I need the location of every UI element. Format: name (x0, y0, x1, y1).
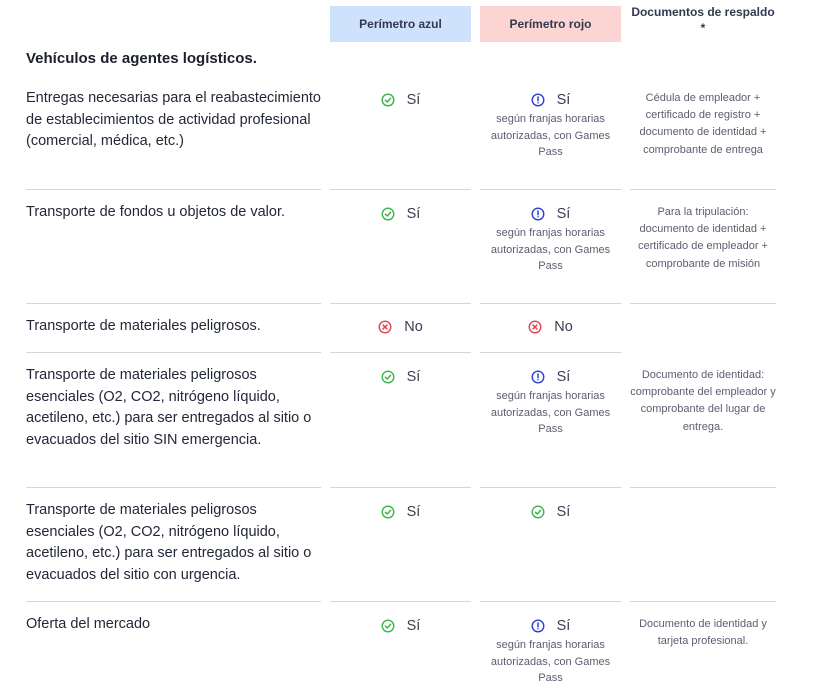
status-text: Sí (556, 618, 571, 634)
red-status (480, 616, 621, 687)
row-label: Oferta del mercado (26, 616, 151, 632)
row-label: Entregas necesarias para el reabastecimiento de establecimientos de actividad profesional (comercial, médica, etc.) (26, 90, 321, 150)
row-divider (480, 189, 621, 190)
status-text: No (554, 319, 573, 335)
row-divider (330, 352, 471, 353)
row-label: Transporte de materiales peligrosos esenciales (O2, CO2, nitrógeno líquido, acetileno, etc.) para ser entregados al sitio o evacuados del sitio SIN emergencia. (26, 367, 312, 448)
row-divider (330, 189, 471, 190)
check-circle-icon (381, 207, 401, 221)
warning-circle-icon (531, 619, 551, 633)
status-text: Sí (556, 369, 571, 385)
supporting-documents: Documento de identidad: comprobante del empleador y comprobante del lugar de entrega. (630, 369, 776, 433)
blue-status (330, 317, 471, 337)
supporting-documents: Para la tripulación: documento de identidad + certificado de empleador + comprobante de misión (638, 206, 768, 270)
status-text: Sí (556, 504, 571, 520)
row-divider (26, 487, 321, 488)
row-label: Transporte de materiales peligrosos esenciales (O2, CO2, nitrógeno líquido, acetileno, etc.) para ser entregados al sitio o evacuados del sitio con urgencia. (26, 502, 312, 583)
row-divider (630, 189, 776, 190)
row-divider (26, 601, 321, 602)
row-divider (480, 352, 621, 353)
status-text: Sí (406, 92, 421, 108)
table-row (0, 500, 837, 600)
check-circle-icon (381, 370, 401, 384)
red-status (480, 90, 621, 161)
row-divider (630, 601, 776, 602)
row-divider (330, 601, 471, 602)
status-text: Sí (406, 206, 421, 222)
blue-status (330, 616, 471, 636)
status-note: según franjas horarias autorizadas, con Games Pass (490, 113, 611, 158)
check-circle-icon (381, 93, 401, 107)
status-note: según franjas horarias autorizadas, con Games Pass (490, 639, 611, 684)
status-text: Sí (556, 206, 571, 222)
row-divider (480, 601, 621, 602)
header-blue-perimeter: Perímetro azul (330, 6, 471, 42)
blue-status (330, 502, 471, 522)
status-note: según franjas horarias autorizadas, con Games Pass (490, 390, 611, 435)
blue-status (330, 367, 471, 387)
row-divider (630, 303, 776, 304)
status-note: según franjas horarias autorizadas, con Games Pass (490, 227, 611, 272)
table-row (0, 365, 837, 487)
warning-circle-icon (531, 370, 551, 384)
table-row (0, 316, 837, 352)
status-text: Sí (406, 504, 421, 520)
red-status (480, 367, 621, 438)
row-divider (26, 189, 321, 190)
check-circle-icon (531, 505, 551, 519)
section-title: Vehículos de agentes logísticos. (26, 50, 257, 67)
cross-circle-icon (378, 320, 398, 334)
blue-status (330, 204, 471, 224)
row-divider (330, 487, 471, 488)
table-row (0, 202, 837, 302)
row-label: Transporte de fondos u objetos de valor. (26, 204, 286, 220)
header-supporting-documents: Documentos de respaldo * (631, 5, 775, 35)
red-status (480, 317, 621, 337)
supporting-documents: Cédula de empleador + certificado de registro + documento de identidad + comprobante de entrega (639, 92, 767, 156)
row-divider (480, 303, 621, 304)
status-text: Sí (556, 92, 571, 108)
row-divider (26, 303, 321, 304)
cross-circle-icon (528, 320, 548, 334)
check-circle-icon (381, 505, 401, 519)
table-row (0, 614, 837, 694)
check-circle-icon (381, 619, 401, 633)
row-divider (26, 352, 321, 353)
blue-status (330, 90, 471, 110)
row-label: Transporte de materiales peligrosos. (26, 318, 261, 334)
warning-circle-icon (531, 93, 551, 107)
row-divider (480, 487, 621, 488)
status-text: No (404, 319, 423, 335)
row-divider (330, 303, 471, 304)
table-row (0, 88, 837, 190)
row-divider (630, 487, 776, 488)
red-status (480, 502, 621, 522)
status-text: Sí (406, 369, 421, 385)
header-red-perimeter: Perímetro rojo (480, 6, 621, 42)
red-status (480, 204, 621, 275)
status-text: Sí (406, 618, 421, 634)
supporting-documents: Documento de identidad y tarjeta profesional. (639, 618, 767, 648)
warning-circle-icon (531, 207, 551, 221)
